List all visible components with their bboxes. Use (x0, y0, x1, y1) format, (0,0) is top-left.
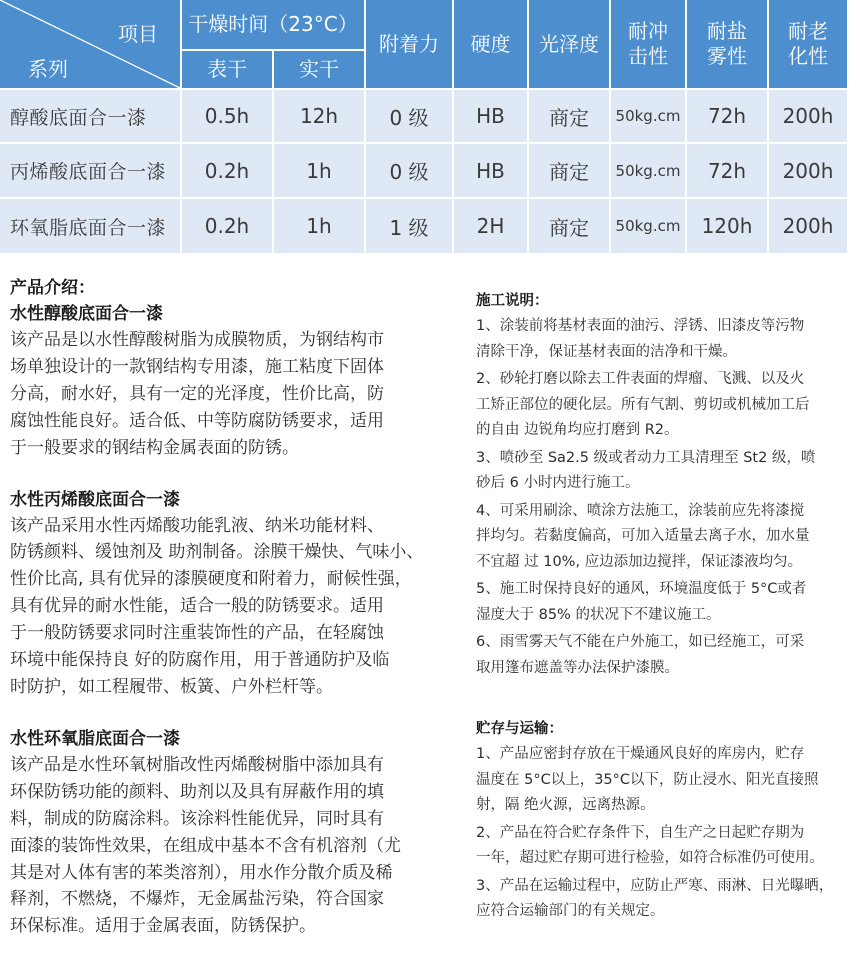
row1-hard-dry: 12h (274, 90, 364, 142)
row1-name: 醇酸底面合一漆 (0, 90, 180, 142)
row3-adhesion: 1 级 (366, 199, 452, 253)
construction-item-5: 5、施工时保持良好的通风，环境温度低于 5°C或者 湿度大于 85% 的状况下不建议施工。 (476, 581, 807, 623)
product-intro-section (10, 275, 458, 940)
construction-item-2: 2、砂轮打磨以除去工件表面的焊瘤、飞溅、以及火 工矫正部位的硬化层。所有气割、剪切或机械加工后 的自由 边锐角均应打磨到 R2。 (476, 371, 810, 438)
row1-hardness: HB (454, 90, 527, 142)
corner-diagonal-line (0, 0, 180, 88)
header-corner-cell (0, 0, 180, 88)
construction-item-4: 4、可采用刷涂、喷涂方法施工，涂装前应先将漆搅 拌均匀。若黏度偏高，可加入适量去离子水，加水量 不宜超 过 10%, 应边添加边搅拌，保证漆液均匀。 (476, 502, 810, 570)
header-impact: 耐冲 击性 (611, 0, 685, 88)
row2-surface-dry: 0.2h (182, 144, 272, 197)
row2-impact: 50kg.cm (611, 144, 685, 197)
row3-name: 环氧脂底面合一漆 (0, 199, 180, 253)
row3-hard-dry: 1h (274, 199, 364, 253)
row3-hardness: 2H (454, 199, 527, 253)
product-alkyd-description: 该产品是以水性醇酸树脂为成膜物质，为钢结构市 场单独设计的一款钢结构专用漆，施工粘度下固体 分高，耐水好，具有一定的光泽度，性价比高，防 腐蚀性能良好。适合低、中等防腐防锈要求，适用 于一般要求的钢结构金属表面的防锈。 (10, 330, 384, 458)
header-corner-top: 项目 (118, 22, 158, 46)
construction-item-6: 6、雨雪雾天气不能在户外施工，如已经施工，可采 取用篷布遮盖等办法保护漆膜。 (476, 634, 805, 676)
header-hard-dry: 实干 (274, 51, 364, 88)
row3-surface-dry: 0.2h (182, 199, 272, 253)
row3-salt-spray: 120h (687, 199, 767, 253)
product-acrylic-description: 该产品采用水性丙烯酸功能乳液、纳米功能材料、 防锈颜料、缓蚀剂及 助剂制备。涂膜干燥快、气味小、 性价比高, 具有优异的漆膜硬度和附着力，耐候性强， 具有优异的耐水性能，适合一般的防锈要求。适用 于一般防锈要求同时注重装饰性的产品，在轻腐蚀 环境中能保持良 好的防腐作用，用于普通防护及临 时防护，如工程履带、板簧、户外栏杆等。 (10, 515, 424, 697)
storage-item-3: 3、产品在运输过程中，应防止严寒、雨淋、日光曝晒， 应符合运输部门的有关规定。 (476, 877, 834, 919)
row1-salt-spray: 72h (687, 90, 767, 142)
row2-salt-spray: 72h (687, 144, 767, 197)
row2-aging: 200h (769, 144, 847, 197)
construction-item-3: 3、喷砂至 Sa2.5 级或者动力工具清理至 St2 级，喷 砂后 6 小时内进行施工。 (476, 449, 816, 491)
row2-adhesion: 0 级 (366, 144, 452, 197)
row2-gloss: 商定 (529, 144, 609, 197)
product-epoxy-title: 水性环氧脂底面合一漆 (10, 728, 180, 749)
product-epoxy-description: 该产品是水性环氧树脂改性丙烯酸树脂中添加具有 环保防锈功能的颜料、助剂以及具有屏蔽作用的填 料，制成的防腐涂料。该涂料性能优异，同时具有 面漆的装饰性效果，在组成中基本不含有机溶剂（尤 其是对人体有害的苯类溶剂），用水作分散介质及稀 释剂，不燃烧，不爆炸，无金属盐污染，符合国家 环保标准。适用于金属表面，防锈保护。 (10, 754, 401, 937)
storage-item-1: 1、产品应密封存放在干燥通风良好的库房内，贮存 温度在 5°C以上，35°C以下，防止浸水、阳光直接照 射，隔 绝火源，远离热源。 (476, 746, 819, 813)
construction-item-1: 1、涂装前将基材表面的油污、浮锈、旧漆皮等污物 清除干净，保证基材表面的洁净和干燥。 (476, 318, 805, 360)
header-gloss: 光泽度 (529, 0, 609, 88)
row2-name: 丙烯酸底面合一漆 (0, 144, 180, 197)
row1-surface-dry: 0.5h (182, 90, 272, 142)
header-aging: 耐老 化性 (769, 0, 847, 88)
row1-adhesion: 0 级 (366, 90, 452, 142)
row1-impact: 50kg.cm (611, 90, 685, 142)
row3-aging: 200h (769, 199, 847, 253)
instructions-section (476, 275, 856, 925)
header-salt-spray: 耐盐 雾性 (687, 0, 767, 88)
construction-title: 施工说明： (476, 293, 549, 309)
row3-impact: 50kg.cm (611, 199, 685, 253)
row2-hard-dry: 1h (274, 144, 364, 197)
header-hardness: 硬度 (454, 0, 527, 88)
product-alkyd-title: 水性醇酸底面合一漆 (10, 304, 163, 324)
row1-aging: 200h (769, 90, 847, 142)
row1-gloss: 商定 (529, 90, 609, 142)
product-acrylic-title: 水性丙烯酸底面合一漆 (10, 489, 180, 510)
header-adhesion: 附着力 (366, 0, 452, 88)
row2-hardness: HB (454, 144, 527, 197)
header-surface-dry: 表干 (182, 51, 272, 88)
header-dry-time: 干燥时间（23°C） (182, 0, 364, 49)
header-corner-bottom: 系列 (28, 57, 68, 81)
intro-title: 产品介绍： (10, 278, 95, 298)
spec-table (0, 0, 860, 255)
storage-item-2: 2、产品在符合贮存条件下，自生产之日起贮存期为 一年，超过贮存期可进行检验，如符合标准仍可使用。 (476, 824, 824, 866)
row3-gloss: 商定 (529, 199, 609, 253)
storage-title: 贮存与运输： (476, 721, 563, 737)
